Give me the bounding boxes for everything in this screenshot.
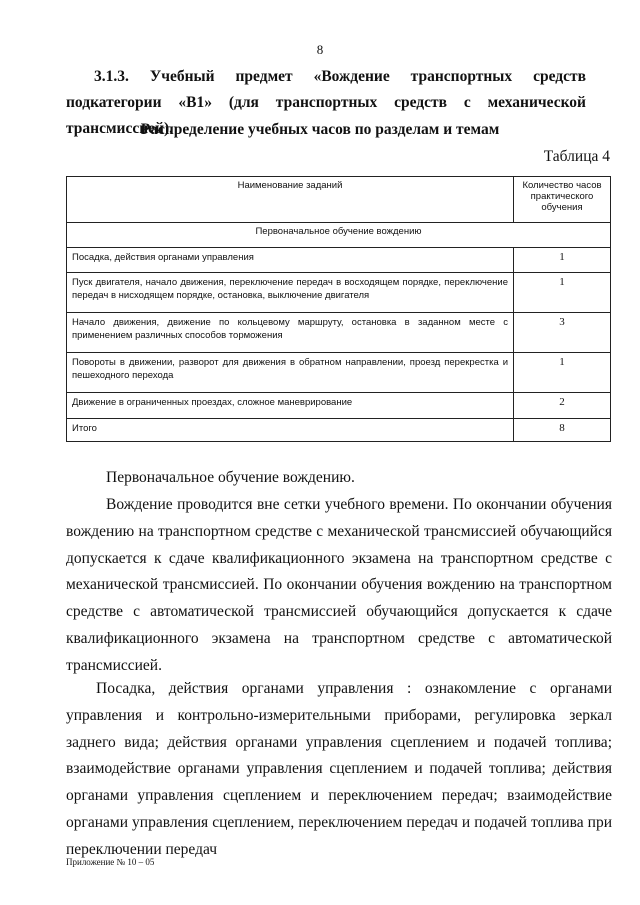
section-title: Первоначальное обучение вождению — [67, 223, 611, 248]
task-cell: Движение в ограниченных проездах, сложное маневрирование — [67, 393, 514, 419]
paragraph-controls: Посадка, действия органами управления : ознакомление с органами управления и контрольно-измерительными приборами, регулировка зеркал заднего вида; действия органами управления сцеплением и подачей топлива; взаимодействие органами управления сцеплением и подачей топлива; действия органами управления сцеплением и переключением передач; взаимодействие органами управления сцеплением, переключением передач и подачей топлива при переключении передач — [66, 680, 612, 858]
table-header-row — [67, 177, 611, 223]
total-row — [67, 419, 611, 442]
table-caption: Таблица 4 — [543, 148, 610, 165]
paragraph-intro: Первоначальное обучение вождению. — [106, 469, 355, 486]
table-row — [67, 353, 611, 393]
table-row — [67, 393, 611, 419]
paragraph-driving: Вождение проводится вне сетки учебного времени. По окончании обучения вождению на транспортном средстве с механической трансмиссией обучающийся допускается к сдаче квалификационного экзамена на транспортном средстве с механической трансмиссией. По окончании обучения вождению на транспортном средстве с автоматической трансмиссией обучающийся допускается к сдаче квалификационного экзамена на транспортном средстве с автоматической трансмиссией. — [66, 496, 612, 674]
total-value: 8 — [514, 419, 611, 442]
hours-table — [66, 176, 611, 442]
header-task: Наименование заданий — [67, 177, 514, 223]
table-row — [67, 273, 611, 313]
header-hours: Количество часов практического обучения — [514, 177, 611, 223]
task-cell: Повороты в движении, разворот для движения в обратном направлении, проезд перекрестка и пешеходного перехода — [67, 353, 514, 393]
hours-cell: 3 — [514, 313, 611, 353]
page-number: 8 — [316, 42, 324, 57]
table-row — [67, 313, 611, 353]
table-row — [67, 248, 611, 273]
section-heading: 3.1.3. Учебный предмет «Вождение транспортных средств подкатегории «В1» (для транспортных средств с механической трансмиссией). — [66, 68, 586, 137]
section-row — [67, 223, 611, 248]
total-label: Итого — [67, 419, 514, 442]
hours-cell: 1 — [514, 273, 611, 313]
footer-note: Приложение № 10 – 05 — [66, 857, 155, 867]
task-cell: Начало движения, движение по кольцевому маршруту, остановка в заданном месте с применением различных способов торможения — [67, 313, 514, 353]
table-subheading: Распределение учебных часов по разделам и темам — [140, 121, 500, 138]
task-cell: Пуск двигателя, начало движения, переключение передач в восходящем порядке, переключение передач в нисходящем порядке, остановка, выключение двигателя — [67, 273, 514, 313]
hours-cell: 1 — [514, 353, 611, 393]
task-cell: Посадка, действия органами управления — [67, 248, 514, 273]
hours-cell: 2 — [514, 393, 611, 419]
hours-cell: 1 — [514, 248, 611, 273]
